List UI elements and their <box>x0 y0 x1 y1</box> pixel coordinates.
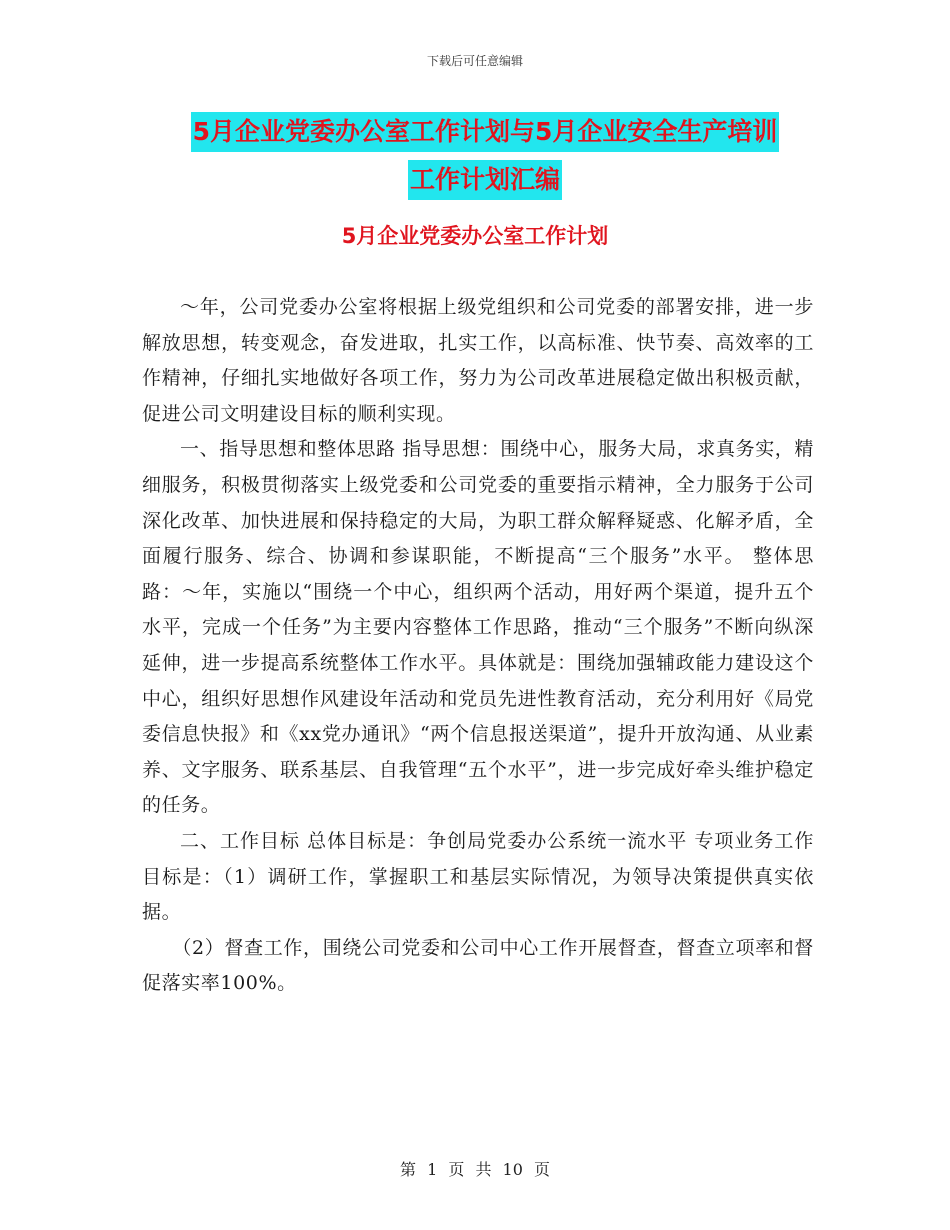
document-title <box>140 112 830 200</box>
page-footer: 第 1 页 共 10 页 <box>400 1160 550 1179</box>
document-body <box>142 290 814 1002</box>
section-title: 5月企业党委办公室工作计划 <box>341 224 609 248</box>
paragraph: 一、指导思想和整体思路 指导思想：围绕中心，服务大局，求真务实，精细服务，积极贯彻落实上级党委和公司党委的重要指示精神，全力服务于公司深化改革、加快进展和保持稳定的大局，为职工群众解释疑惑、化解矛盾，全面履行服务、综合、协调和参谋职能，不断提高“三个服务”水平。 整体思路：～年，实施以“围绕一个中心，组织两个活动，用好两个渠道，提升五个水平，完成一个任务”为主要内容整体工作思路，推动“三个服务”不断向纵深延伸，进一步提高系统整体工作水平。具体就是：围绕加强辅政能力建设这个中心，组织好思想作风建设年活动和党员先进性教育活动，充分利用好《局党委信息快报》和《xx党办通讯》“两个信息报送渠道”，提升开放沟通、从业素养、文字服务、联系基层、自我管理“五个水平”，进一步完成好牵头维护稳定的任务。 <box>142 438 814 817</box>
paragraph: 二、工作目标 总体目标是：争创局党委办公系统一流水平 专项业务工作目标是：（1）调研工作，掌握职工和基层实际情况，为领导决策提供真实依据。 <box>142 829 814 924</box>
header-note: 下载后可任意编辑 <box>426 54 523 68</box>
paragraph: ～年，公司党委办公室将根据上级党组织和公司党委的部署安排，进一步解放思想，转变观念，奋发进取，扎实工作，以高标准、快节奏、高效率的工作精神，仔细扎实地做好各项工作，努力为公司改革进展稳定做出积极贡献，促进公司文明建设目标的顺利实现。 <box>142 296 814 425</box>
title-line-1: 5月企业党委办公室工作计划与5月企业安全生产培训 <box>191 112 780 152</box>
title-line-2: 工作计划汇编 <box>408 160 562 200</box>
paragraph: （2）督查工作，围绕公司党委和公司中心工作开展督查，督查立项率和督促落实率100%。 <box>142 936 814 995</box>
